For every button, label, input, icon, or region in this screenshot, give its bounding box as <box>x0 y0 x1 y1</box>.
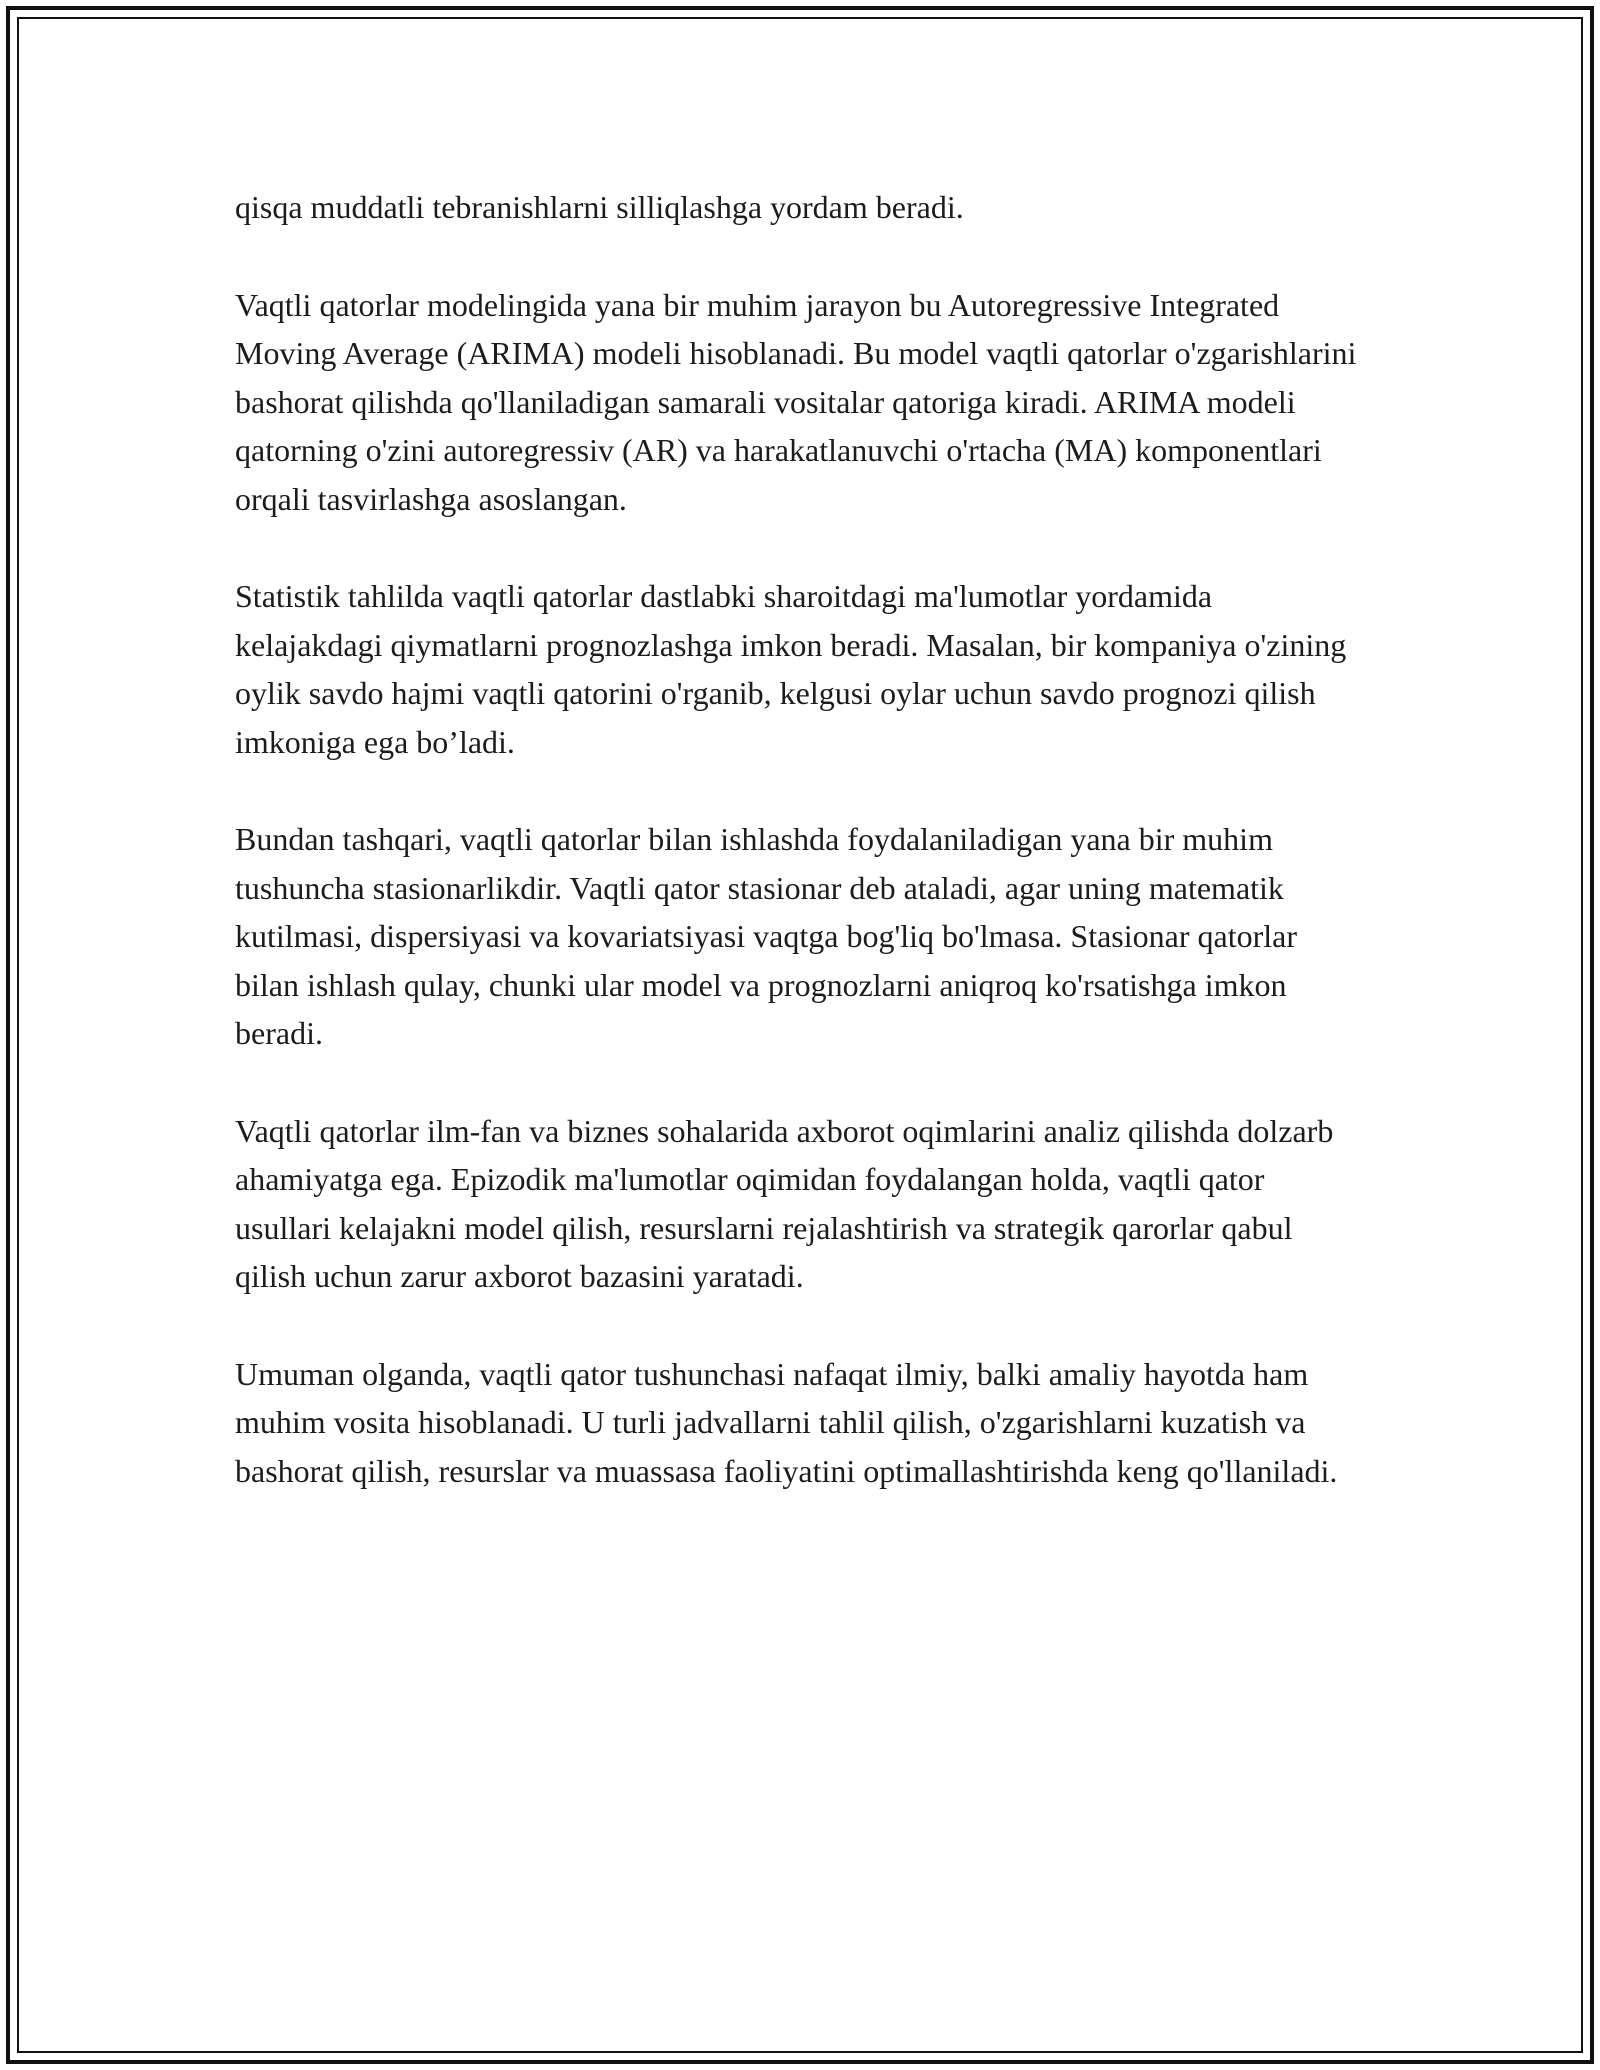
paragraph-6: Umuman olganda, vaqtli qator tushunchasi nafaqat ilmiy, balki amaliy hayotda ham muhim vosita hisoblanadi. U turli jadvallarni tahlil qilish, o'zgarishlarni kuzatish va bashorat qilish, resurslar va muassasa faoliyatini optimallashtirishda keng qo'llaniladi. <box>235 1355 1338 1489</box>
paragraph-2: Vaqtli qatorlar modelingida yana bir muhim jarayon bu Autoregressive Integrated Moving Average (ARIMA) modeli hisoblanadi. Bu model vaqtli qatorlar o'zgarishlarini bashorat qilishda qo'llaniladigan samarali vositalar qatoriga kiradi. ARIMA modeli qatorning o'zini autoregressiv (AR) va harakatlanuvchi o'rtacha (MA) komponentlari orqali tasvirlashga asoslangan. <box>235 286 1357 517</box>
paragraph-1: qisqa muddatli tebranishlarni silliqlashga yordam beradi. <box>235 189 964 225</box>
paragraph-5: Vaqtli qatorlar ilm-fan va biznes sohalarida axborot oqimlarini analiz qilishda dolzarb ahamiyatga ega. Epizodik ma'lumotlar oqimidan foydalangan holda, vaqtli qator usullari kelajakni model qilish, resurslarni rejalashtirish va strategik qarorlar qabul qilish uchun zarur axborot bazasini yaratadi. <box>235 1112 1334 1294</box>
paragraph-4: Bundan tashqari, vaqtli qatorlar bilan ishlashda foydalaniladigan yana bir muhim tushuncha stasionarlikdir. Vaqtli qator stasionar deb ataladi, agar uning matematik kutilmasi, dispersiyasi va kovariatsiyasi vaqtga bog'liq bo'lmasa. Stasionar qatorlar bilan ishlash qulay, chunki ular model va prognozlarni aniqroq ko'rsatishga imkon beradi. <box>235 821 1297 1051</box>
paragraph-3: Statistik tahlilda vaqtli qatorlar dastlabki sharoitdagi ma'lumotlar yordamida kelajakdagi qiymatlarni prognozlashga imkon beradi. Masalan, bir kompaniya o'zining oylik savdo hajmi vaqtli qatorini o'rganib, kelgusi oylar uchun savdo prognozi qilish imkoniga ega bo’ladi. <box>235 578 1347 760</box>
document-body <box>235 183 1365 1544</box>
